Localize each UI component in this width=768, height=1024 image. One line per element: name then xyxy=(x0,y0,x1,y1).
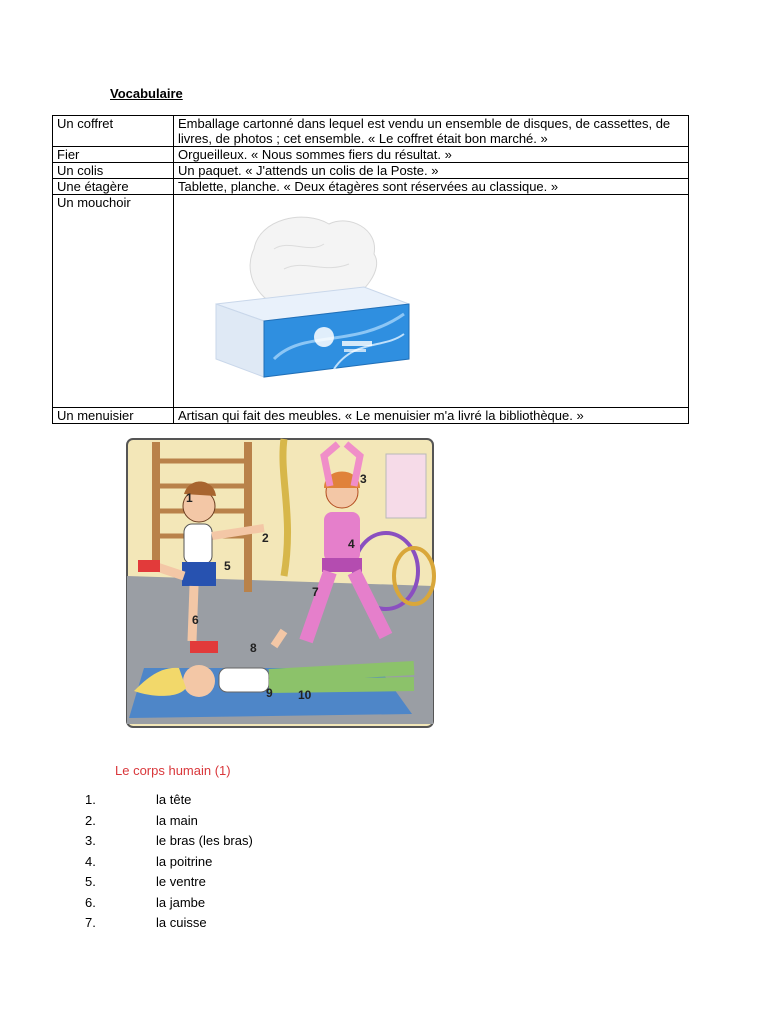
item-text: le bras (les bras) xyxy=(156,833,253,848)
term-cell: Un menuisier xyxy=(53,408,174,424)
label-6: 6 xyxy=(192,613,199,627)
tissue-image-cell xyxy=(174,195,689,408)
term-cell: Une étagère xyxy=(53,179,174,195)
label-1: 1 xyxy=(186,491,193,505)
term-cell: Un mouchoir xyxy=(53,195,174,408)
table-row xyxy=(53,147,689,163)
item-text: la main xyxy=(156,812,198,828)
item-number: 7. xyxy=(85,915,96,930)
item-text: la tête xyxy=(156,792,192,807)
table-row xyxy=(53,116,689,147)
table-row xyxy=(53,163,689,179)
vocabulary-table xyxy=(52,115,689,424)
term-cell: Fier xyxy=(53,147,174,163)
definition-cell: Artisan qui fait des meubles. « Le menuisier m'a livré la bibliothèque. » xyxy=(174,408,689,424)
item-number: 1. xyxy=(85,792,96,807)
item-number: 3. xyxy=(85,833,96,848)
label-8: 8 xyxy=(250,641,257,655)
label-7: 7 xyxy=(312,585,319,599)
term-cell: Un colis xyxy=(53,163,174,179)
table-row xyxy=(53,408,689,424)
definition-cell: Orgueilleux. « Nous sommes fiers du résultat. » xyxy=(174,147,689,163)
item-text: la cuisse xyxy=(156,915,207,930)
section-title: Le corps humain (1) xyxy=(115,763,231,778)
item-number: 6. xyxy=(85,894,96,910)
label-4: 4 xyxy=(348,537,355,551)
term-cell: Un coffret xyxy=(53,116,174,147)
label-2: 2 xyxy=(262,531,269,545)
item-text: la poitrine xyxy=(156,853,213,869)
item-number: 5. xyxy=(85,874,96,889)
page-heading: Vocabulaire xyxy=(110,86,183,101)
tissue-box-image xyxy=(214,209,414,392)
definition-cell: Emballage cartonné dans lequel est vendu un ensemble de disques, de cassettes, de livres, de photos ; cet ensemble. « Le coffret était bon marché. » xyxy=(174,116,689,147)
table-row xyxy=(53,195,689,408)
item-text: le ventre xyxy=(156,874,206,889)
label-5: 5 xyxy=(224,559,231,573)
label-10: 10 xyxy=(298,688,312,702)
label-3: 3 xyxy=(360,472,367,486)
definition-cell: Tablette, planche. « Deux étagères sont réservées au classique. » xyxy=(174,179,689,195)
item-number: 4. xyxy=(85,853,96,869)
item-number: 2. xyxy=(85,812,96,828)
label-9: 9 xyxy=(266,686,273,700)
definition-cell: Un paquet. « J'attends un colis de la Poste. » xyxy=(174,163,689,179)
body-parts-illustration xyxy=(124,436,436,735)
table-row xyxy=(53,179,689,195)
item-text: la jambe xyxy=(156,894,206,910)
